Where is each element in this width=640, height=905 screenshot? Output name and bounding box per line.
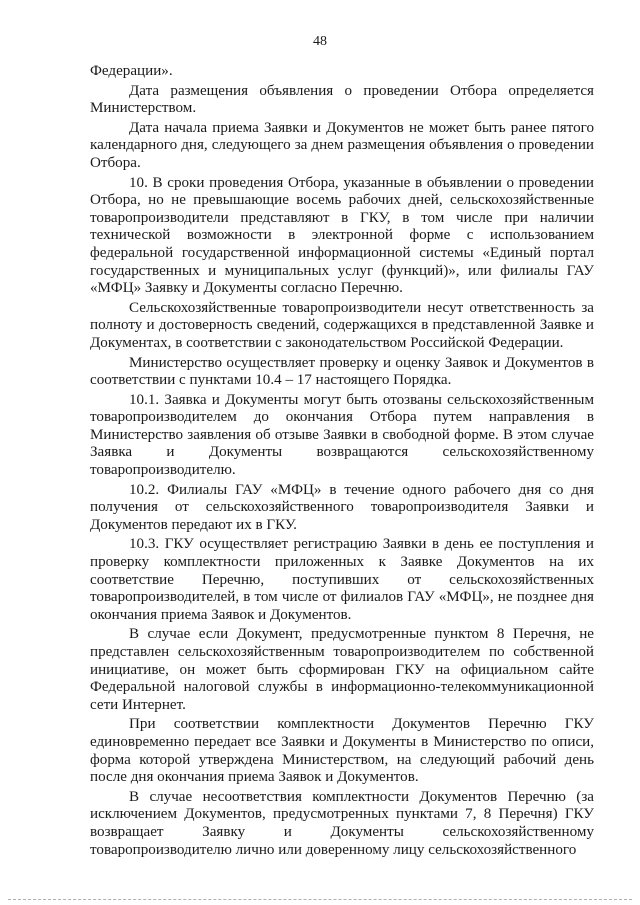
paragraph-tax-document: В случае если Документ, предусмотренные пунктом 8 Перечня, не представлен сельскохозяйственным товаропроизводителем по собственной инициативе, он может быть сформирован ГКУ на официальном сайте Федеральной налоговой службы в информационно-телекоммуникационной сети Интернет. bbox=[90, 626, 594, 713]
paragraph-clause-10-2: 10.2. Филиалы ГАУ «МФЦ» в течение одного рабочего дня со дня получения от сельскохозяйственного товаропроизводителя Заявки и Документов передают их в ГКУ. bbox=[90, 481, 594, 533]
paragraph-completeness-mismatch: В случае несоответствия комплектности Документов Перечню (за исключением Документов, предусмотренных пунктами 7, 8 Перечня) ГКУ возвращает Заявку и Документы сельскохозяйственному товаропроизводителю лично или доверенному лицу сельскохозяйственного bbox=[90, 788, 594, 858]
paragraph-clause-10: 10. В сроки проведения Отбора, указанные в объявлении о проведении Отбора, но не превышающие восемь рабочих дней, сельскохозяйственные товаропроизводители представляют в ГКУ, в том числе при наличии технической возможности в электронной форме с использованием федеральной государственной информационной системы «Единый портал государственных и муниципальных услуг (функций)», или филиалы ГАУ «МФЦ» Заявку и Документы согласно Перечню. bbox=[90, 174, 594, 297]
paragraph-announcement-date: Дата размещения объявления о проведении Отбора определяется Министерством. bbox=[90, 82, 594, 117]
paragraph-continuation: Федерации». bbox=[90, 63, 173, 79]
paragraph-completeness-match: При соответствии комплектности Документов Перечню ГКУ единовременно передает все Заявки и Документы в Министерство по описи, форма которой утверждена Министерством, на следующий рабочий день после дня окончания приема Заявок и Документов. bbox=[90, 716, 594, 786]
paragraph-clause-10-1: 10.1. Заявка и Документы могут быть отозваны сельскохозяйственным товаропроизводителем до окончания Отбора путем направления в Министерство заявления об отзыве Заявки в свободной форме. В этом случае Заявка и Документы возвращаются сельскохозяйственному товаропроизводителю. bbox=[90, 391, 594, 479]
paragraph-responsibility: Сельскохозяйственные товаропроизводители несут ответственность за полноту и достоверность сведений, содержащихся в представленной Заявке и Документах, в соответствии с законодательством Российской Федерации. bbox=[90, 299, 594, 351]
document-body bbox=[90, 63, 594, 861]
scan-edge-divider bbox=[8, 899, 632, 900]
paragraph-ministry-review: Министерство осуществляет проверку и оценку Заявок и Документов в соответствии с пунктами 10.4 – 17 настоящего Порядка. bbox=[90, 354, 594, 389]
paragraph-acceptance-start: Дата начала приема Заявки и Документов не может быть ранее пятого календарного дня, следующего за днем размещения объявления о проведении Отбора. bbox=[90, 119, 594, 171]
paragraph-clause-10-3: 10.3. ГКУ осуществляет регистрацию Заявки в день ее поступления и проверку комплектности приложенных к Заявке Документов на их соответствие Перечню, поступивших от сельскохозяйственных товаропроизводителей, в том числе от филиалов ГАУ «МФЦ», не позднее дня окончания приема Заявок и Документов. bbox=[90, 536, 594, 623]
page-number: 48 bbox=[313, 34, 327, 49]
